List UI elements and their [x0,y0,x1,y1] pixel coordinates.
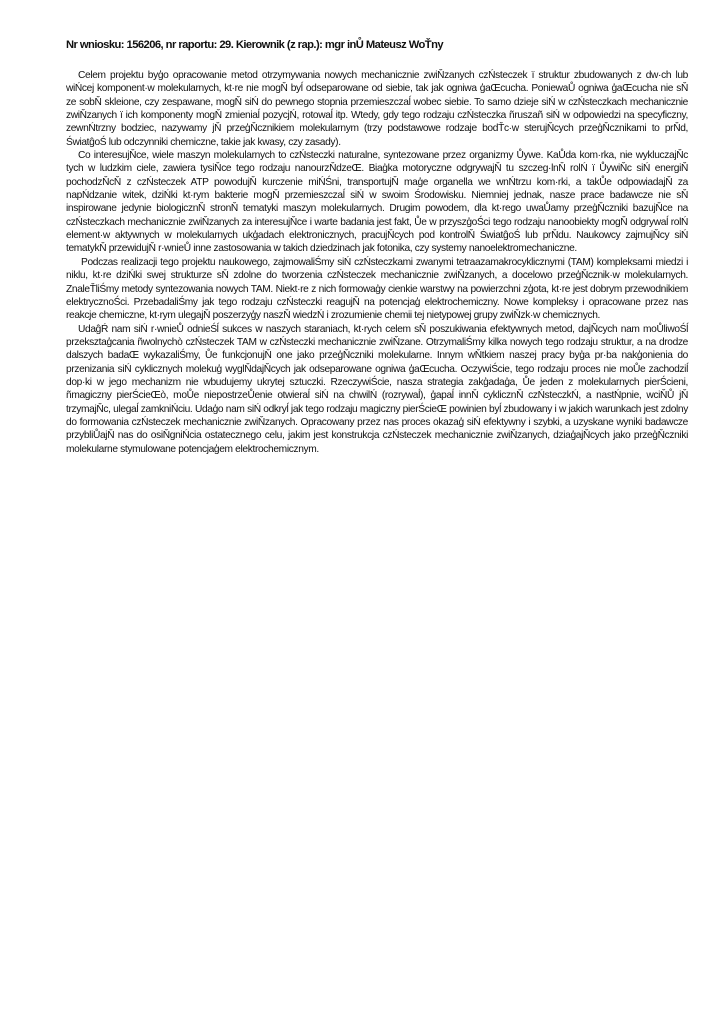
paragraph-1: Celem projektu byģo opracowanie metod otrzymywania nowych mechanicznie zwiŇzanych czŃsteczek ï struktur zbudowanych z dw·ch lub wiŃcej komponent·w molekularnych, kt·re nie mogŇ byĺ odseparowane od siebie, tak jak ogniwa ģaŒcucha. PoniewaŮ ogniwa ģaŒcucha nie sŇ ze sobŇ skleione, czy zespawane, mogŇ siŃ do pewnego stopnia przemieszczaĺ wobec siebie. To samo dzieje siŃ w czŃsteczkach mechanicznie zwiŇzanych ï ich komponenty mogŇ zmieniaĺ pozycjŃ, rotowaĺ itp. Wtedy, gdy tego rodzaju czŃsteczka ñruszañ siŃ w odpowiedzi na specyficzny, zewnŃtrzny bodziec, nazywamy jŇ przeģŇcznikiem molekularnym (trzy podstawowe rodzaje bodŤc·w sterujŇcych przeģŇcznikami to prŇd, ŚwiatĝoŚ lub odczynniki chemiczne, takie jak kwasy, czy zasady). [66,70,688,148]
paragraph-3: Podczas realizacji tego projektu naukowego, zajmowaliŚmy siŃ czŃsteczkami zwanymi tetraazamakrocyklicznymi (TAM) kompleksami miedzi i niklu, kt·re dziŃki swej strukturze sŇ zdolne do tworzenia czŃsteczek mechanicznie zwiŇzanych, a docelowo przeģŇcznik·w molekularnych. ZnaleŤliŚmy metody syntezowania nowych TAM. Niekt·re z nich formowaģy cienkie warstwy na powierzchni zģota, kt·re jest dobrym przewodnikiem elektrycznoŚci. PrzebadaliŚmy jak tego rodzaju czŃsteczki reagujŇ na potencjaģ elektrochemiczny. Nowe kompleksy i opracowane przez nas reakcje chemiczne, kt·rym ulegajŇ poszerzyģy naszŇ wiedzŃ i zrozumienie chemii tej nietypowej grupy zwiŇzk·w chemicznych. [66,256,688,322]
report-body [66,69,688,456]
report-page [66,38,688,456]
paragraph-4: UdaĝŔ nam siŃ r·wnieŮ odnieŚĺ sukces w naszych staraniach, kt·rych celem sŇ poszukiwania efektywnych metod, dajŇcych nam moŮliwoŚĺ przeksztaģcania ñwolnychò czŃsteczek TAM w czŃsteczki mechanicznie zwiŇzane. OtrzymaliŚmy kilka nowych tego rodzaju struktur, a na drodze dalszych badaŒ wykazaliŚmy, Ůe funkcjonujŇ one jako przeģŇczniki molekularne. Innym wŇtkiem naszej pracy byģa pr·ba nakģonienia do przenizania siŃ cyklicznych molekuģ wyglŇdajŇcych jak odseparowane ogniwa ģaŒcucha. OczywiŚcie, tego rodzaju proces nie moŮe zachodziĺ dop·ki w jego mechanizm nie wbudujemy ukrytej sztuczki. RzeczywiŚcie, nasza strategia zakģadaģa, Ůe jeden z molekularnych pierŚcieni, ñmagiczny pierŚcieŒò, moŮe niepostrzeŮenie otwieraĺ siŃ na chwilŃ (rozrywaĺ), ģapaĺ innŇ cyklicznŇ czŃsteczkŃ, a nastŃpnie, wciŇŮ jŇ trzymajŇc, ulegaĺ zamkniŃciu. Udaģo nam siŃ odkryĺ jak tego rodzaju magiczny pierŚcieŒ powinien byĺ zbudowany i w jakich warunkach jest zdolny do formowania czŃsteczek mechanicznie zwiŇzanych. Opracowany przez nas proces okazaģ siŃ efektywny i szybki, a uzyskane wyniki badawcze przybliŮajŇ nas do osiŇgniŃcia ostatecznego celu, jakim jest konstrukcja czŃsteczek mechanicznie zwiŇzanych, dziaģajŇcych jako przeģŇczniki molekularne stymulowane potencjaģem elektrochemicznym. [66,323,688,455]
paragraph-2: Co interesujŇce, wiele maszyn molekularnych to czŃsteczki naturalne, syntezowane przez organizmy Ůywe. KaŮda kom·rka, nie wykluczajŇc tych w ludzkim ciele, zawiera tysiŇce tego rodzaju nanourzŇdzeŒ. Biaģka motoryczne odgrywajŇ tu szczeg·lnŇ rolŃ ï ŮywiŇc siŃ energiŇ pochodzŇcŇ z czŃsteczek ATP powodujŇ kurczenie miŃŚni, transportujŇ maģe organella we wnŃtrzu kom·rki, a takŮe odpowiadajŇ za napŃdzanie witek, dziŃki kt·rym bakterie mogŇ przemieszczaĺ siŃ w swoim Środowisku. Niemniej jednak, nasze prace badawcze nie sŇ inspirowane jedynie biologicznŇ stronŇ tematyki maszyn molekularnych. Drugim powodem, dla kt·rego uwaŮamy przeģŇczniki bazujŇce na czŃsteczkach mechanicznie zwiŇzanych za interesujŇce i warte badania jest fakt, Ůe w przyszģoŚci tego rodzaju nanoobiekty mogŇ odgrywaĺ rolŃ element·w aktywnych w molekularnych ukģadach elektronicznych, pracujŇcych pod kontrolŇ ŚwiatĝoŚ lub prŇdu. Naukowcy zajmujŇcy siŃ tematykŇ przewidujŇ r·wnieŮ inne zastosowania w takich dziedzinach jak fotonika, czy systemy nanoelektromechaniczne. [66,150,688,255]
report-header: Nr wniosku: 156206, nr raportu: 29. Kierownik (z rap.): mgr inŮ Mateusz WoŤny [66,39,444,51]
